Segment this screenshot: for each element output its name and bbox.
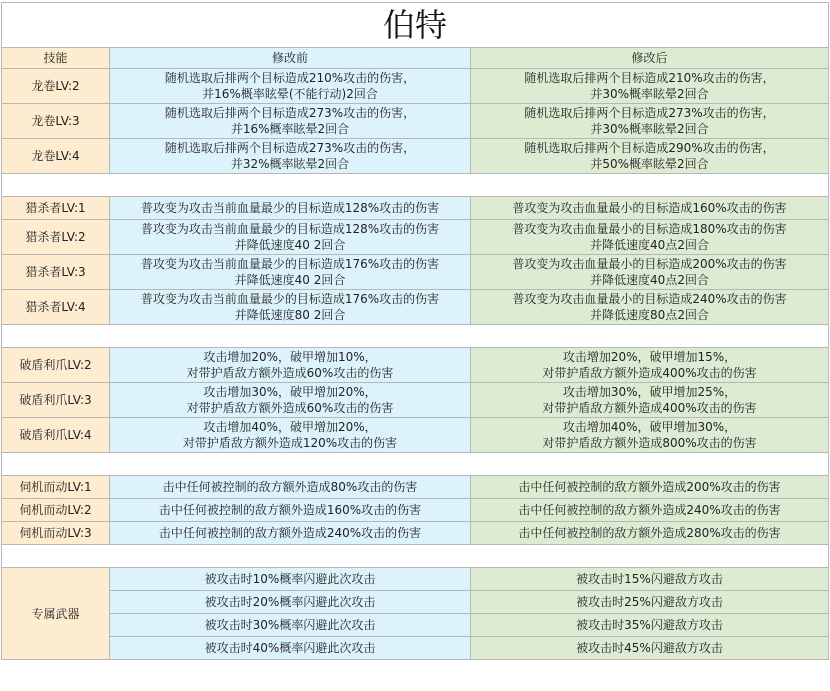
cell-text-line: 普攻变为攻击当前血量最少的目标造成128%攻击的伤害: [140, 201, 440, 215]
header-skill: 技能: [2, 48, 110, 69]
cell-text-line: 对带护盾敌方额外造成60%攻击的伤害: [186, 401, 394, 415]
table-row: [2, 383, 829, 418]
before-cell: [110, 290, 471, 325]
cell-text-line: 击中任何被控制的敌方额外造成280%攻击的伤害: [518, 526, 781, 540]
cell-text-line: 并50%概率眩晕2回合: [590, 157, 709, 171]
skill-name-cell: 龙卷LV:3: [2, 104, 110, 139]
after-cell: [471, 290, 829, 325]
table-row: [2, 139, 829, 174]
before-cell: [110, 383, 471, 418]
before-cell: [110, 499, 471, 522]
after-cell: [471, 383, 829, 418]
cell-text-line: 击中任何被控制的敌方额外造成200%攻击的伤害: [518, 480, 781, 494]
cell-text-line: 并降低速度40点2回合: [590, 273, 709, 287]
table-row: [2, 614, 829, 637]
skill-name-cell: 破盾利爪LV:2: [2, 348, 110, 383]
cell-text-line: 并降低速度40点2回合: [590, 238, 709, 252]
after-cell: [471, 69, 829, 104]
cell-text-line: 击中任何被控制的敌方额外造成240%攻击的伤害: [158, 526, 422, 540]
before-cell: [110, 418, 471, 453]
cell-text-line: 并降低速度80点2回合: [590, 308, 709, 322]
cell-text-line: 攻击增加30%，破甲增加20%，: [203, 385, 377, 399]
cell-text-line: 并降低速度40 2回合: [234, 273, 346, 287]
before-cell: [110, 255, 471, 290]
spacer-row: [2, 453, 829, 476]
cell-text-line: 对带护盾敌方额外造成120%攻击的伤害: [182, 436, 398, 450]
skill-name-cell: 伺机而动LV:3: [2, 522, 110, 545]
skill-name-cell: 龙卷LV:4: [2, 139, 110, 174]
spacer-cell: [2, 545, 829, 568]
after-cell: [471, 348, 829, 383]
after-cell: 被攻击时45%闪避敌方攻击: [471, 637, 829, 660]
spacer-row: [2, 545, 829, 568]
cell-text-line: 随机选取后排两个目标造成273%攻击的伤害，: [524, 106, 775, 120]
spacer-cell: [2, 325, 829, 348]
table-row: [2, 220, 829, 255]
skill-name-cell: 猎杀者LV:2: [2, 220, 110, 255]
before-cell: 被攻击时20%概率闪避此次攻击: [110, 591, 471, 614]
after-cell: [471, 104, 829, 139]
cell-text-line: 攻击增加30%，破甲增加25%，: [562, 385, 737, 399]
cell-text-line: 并30%概率眩晕2回合: [590, 87, 709, 101]
cell-text-line: 击中任何被控制的敌方额外造成80%攻击的伤害: [162, 480, 418, 494]
after-cell: [471, 418, 829, 453]
cell-text-line: 击中任何被控制的敌方额外造成160%攻击的伤害: [158, 503, 422, 517]
cell-text-line: 普攻变为攻击当前血量最少的目标造成176%攻击的伤害: [140, 292, 440, 306]
cell-text-line: 攻击增加20%，破甲增加15%，: [562, 350, 737, 364]
after-cell: [471, 255, 829, 290]
table-row: [2, 290, 829, 325]
header-after: 修改后: [471, 48, 829, 69]
table-row: [2, 591, 829, 614]
cell-text-line: 并降低速度40 2回合: [234, 238, 346, 252]
cell-text-line: 对带护盾敌方额外造成60%攻击的伤害: [186, 366, 394, 380]
cell-text-line: 对带护盾敌方额外造成400%攻击的伤害: [542, 401, 757, 415]
table-row: [2, 255, 829, 290]
cell-text-line: 普攻变为攻击血量最小的目标造成180%攻击的伤害: [512, 222, 787, 236]
cell-text-line: 攻击增加20%，破甲增加10%，: [203, 350, 377, 364]
skill-comparison-sheet: [1, 2, 828, 660]
skill-name-cell: 猎杀者LV:1: [2, 197, 110, 220]
cell-text-line: 对带护盾敌方额外造成800%攻击的伤害: [542, 436, 757, 450]
after-cell: 被攻击时15%闪避敌方攻击: [471, 568, 829, 591]
cell-text-line: 普攻变为攻击血量最小的目标造成200%攻击的伤害: [512, 257, 787, 271]
table-row: [2, 637, 829, 660]
cell-text-line: 随机选取后排两个目标造成210%攻击的伤害，: [524, 71, 775, 85]
table-row: [2, 418, 829, 453]
cell-text-line: 攻击增加40%，破甲增加20%，: [203, 420, 377, 434]
skill-name-cell: 猎杀者LV:3: [2, 255, 110, 290]
cell-text-line: 并降低速度80 2回合: [234, 308, 346, 322]
cell-text-line: 普攻变为攻击当前血量最少的目标造成128%攻击的伤害: [140, 222, 440, 236]
cell-text-line: 随机选取后排两个目标造成273%攻击的伤害，: [164, 106, 416, 120]
weapon-name-cell: 专属武器: [2, 568, 110, 660]
table-row: [2, 348, 829, 383]
cell-text-line: 随机选取后排两个目标造成290%攻击的伤害，: [524, 141, 775, 155]
before-cell: [110, 522, 471, 545]
before-cell: [110, 476, 471, 499]
skill-name-cell: 伺机而动LV:2: [2, 499, 110, 522]
skill-table-body: [2, 3, 829, 660]
skill-name-cell: 猎杀者LV:4: [2, 290, 110, 325]
title-row: [2, 3, 829, 48]
cell-text-line: 随机选取后排两个目标造成210%攻击的伤害，: [164, 71, 416, 85]
spacer-row: [2, 325, 829, 348]
after-cell: [471, 220, 829, 255]
after-cell: [471, 476, 829, 499]
before-cell: [110, 139, 471, 174]
before-cell: [110, 69, 471, 104]
header-row: [2, 48, 829, 69]
after-cell: [471, 522, 829, 545]
before-cell: 被攻击时30%概率闪避此次攻击: [110, 614, 471, 637]
after-cell: [471, 499, 829, 522]
spacer-row: [2, 174, 829, 197]
spacer-cell: [2, 453, 829, 476]
cell-text-line: 攻击增加40%，破甲增加30%，: [562, 420, 737, 434]
skill-name-cell: 伺机而动LV:1: [2, 476, 110, 499]
cell-text-line: 对带护盾敌方额外造成400%攻击的伤害: [542, 366, 757, 380]
cell-text-line: 普攻变为攻击血量最小的目标造成160%攻击的伤害: [512, 201, 787, 215]
before-cell: 被攻击时10%概率闪避此次攻击: [110, 568, 471, 591]
table-row: [2, 476, 829, 499]
cell-text-line: 并16%概率眩晕2回合: [230, 122, 350, 136]
sheet-title: 伯特: [2, 3, 829, 48]
skill-table: [1, 2, 829, 660]
table-row: [2, 69, 829, 104]
skill-name-cell: 龙卷LV:2: [2, 69, 110, 104]
header-before: 修改前: [110, 48, 471, 69]
after-cell: 被攻击时35%闪避敌方攻击: [471, 614, 829, 637]
before-cell: [110, 104, 471, 139]
table-row: [2, 197, 829, 220]
cell-text-line: 并30%概率眩晕2回合: [590, 122, 709, 136]
cell-text-line: 普攻变为攻击血量最小的目标造成240%攻击的伤害: [512, 292, 787, 306]
table-row: [2, 568, 829, 591]
before-cell: [110, 197, 471, 220]
skill-name-cell: 破盾利爪LV:4: [2, 418, 110, 453]
before-cell: [110, 220, 471, 255]
table-row: [2, 104, 829, 139]
after-cell: 被攻击时25%闪避敌方攻击: [471, 591, 829, 614]
after-cell: [471, 139, 829, 174]
before-cell: 被攻击时40%概率闪避此次攻击: [110, 637, 471, 660]
cell-text-line: 普攻变为攻击当前血量最少的目标造成176%攻击的伤害: [140, 257, 440, 271]
table-row: [2, 522, 829, 545]
spacer-cell: [2, 174, 829, 197]
table-row: [2, 499, 829, 522]
cell-text-line: 并16%概率眩晕(不能行动)2回合: [202, 87, 378, 101]
after-cell: [471, 197, 829, 220]
cell-text-line: 并32%概率眩晕2回合: [230, 157, 350, 171]
cell-text-line: 击中任何被控制的敌方额外造成240%攻击的伤害: [518, 503, 781, 517]
before-cell: [110, 348, 471, 383]
skill-name-cell: 破盾利爪LV:3: [2, 383, 110, 418]
cell-text-line: 随机选取后排两个目标造成273%攻击的伤害，: [164, 141, 416, 155]
